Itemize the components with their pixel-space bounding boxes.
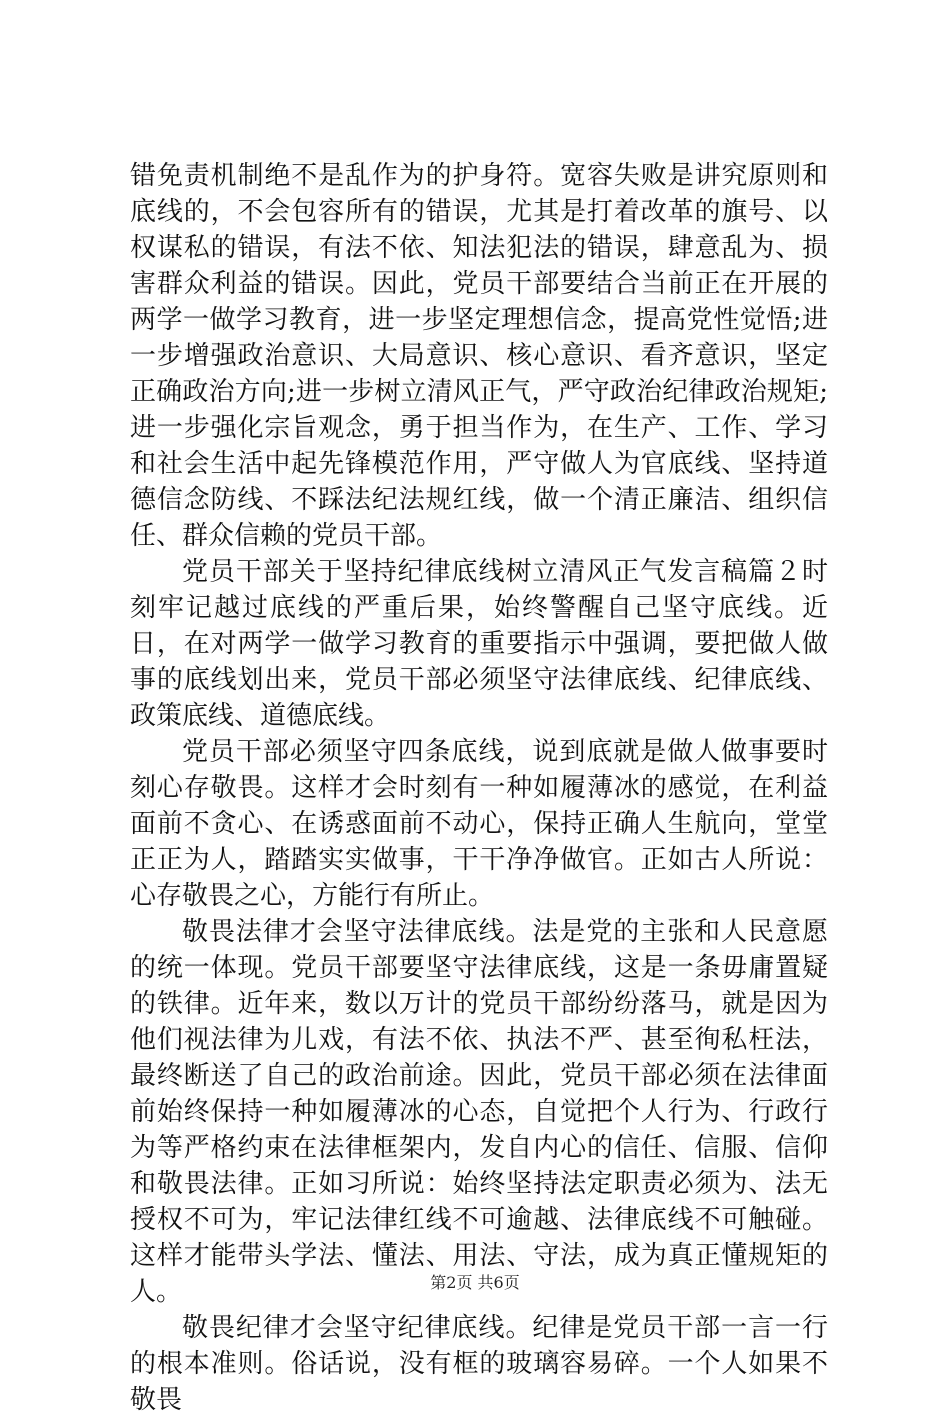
paragraph-1: 错免责机制绝不是乱作为的护身符。宽容失败是讲究原则和底线的，不会包容所有的错误，尤其是打着改革的旗号、以权谋私的错误，有法不依、知法犯法的错误，肆意乱为、损害群众利益的错误。因此，党员干部要结合当前正在开展的两学一做学习教育，进一步坚定理想信念，提高党性觉悟;进一步增强政治意识、大局意识、核心意识、看齐意识，坚定正确政治方向;进一步树立清风正气，严守政治纪律政治规矩;进一步强化宗旨观念，勇于担当作为，在生产、工作、学习和社会生活中起先锋模范作用，严守做人为官底线、坚持道德信念防线、不踩法纪法规红线，做一个清正廉洁、组织信任、群众信赖的党员干部。 [130,161,828,551]
paragraph-3: 党员干部必须坚守四条底线，说到底就是做人做事要时刻心存敬畏。这样才会时刻有一种如履薄冰的感觉，在利益面前不贪心、在诱惑面前不动心，保持正确人生航向，堂堂正正为人，踏踏实实做事，干干净净做官。正如古人所说：心存敬畏之心，方能行有所止。 [130,737,828,911]
paragraph-5: 敬畏纪律才会坚守纪律底线。纪律是党员干部一言一行的根本准则。俗话说，没有框的玻璃容易碎。一个人如果不敬畏 [130,1313,828,1415]
paragraph-2: 党员干部关于坚持纪律底线树立清风正气发言稿篇２时刻牢记越过底线的严重后果，始终警醒自己坚守底线。近日，在对两学一做学习教育的重要指示中强调，要把做人做事的底线划出来，党员干部必须坚守法律底线、纪律底线、政策底线、道德底线。 [130,557,828,731]
body-text [130,158,828,1418]
paragraph-4: 敬畏法律才会坚守法律底线。法是党的主张和人民意愿的统一体现。党员干部要坚守法律底线，这是一条毋庸置疑的铁律。近年来，数以万计的党员干部纷纷落马，就是因为他们视法律为儿戏，有法不依、执法不严、甚至徇私枉法，最终断送了自己的政治前途。因此，党员干部必须在法律面前始终保持一种如履薄冰的心态，自觉把个人行为、行政行为等严格约束在法律框架内，发自内心的信任、信服、信仰和敬畏法律。正如习所说：始终坚持法定职责必须为、法无授权不可为，牢记法律红线不可逾越、法律底线不可触碰。这样才能带头学法、懂法、用法、守法，成为真正懂规矩的人。 [130,917,828,1307]
page-footer: 第2页 共6页 [430,1273,520,1292]
